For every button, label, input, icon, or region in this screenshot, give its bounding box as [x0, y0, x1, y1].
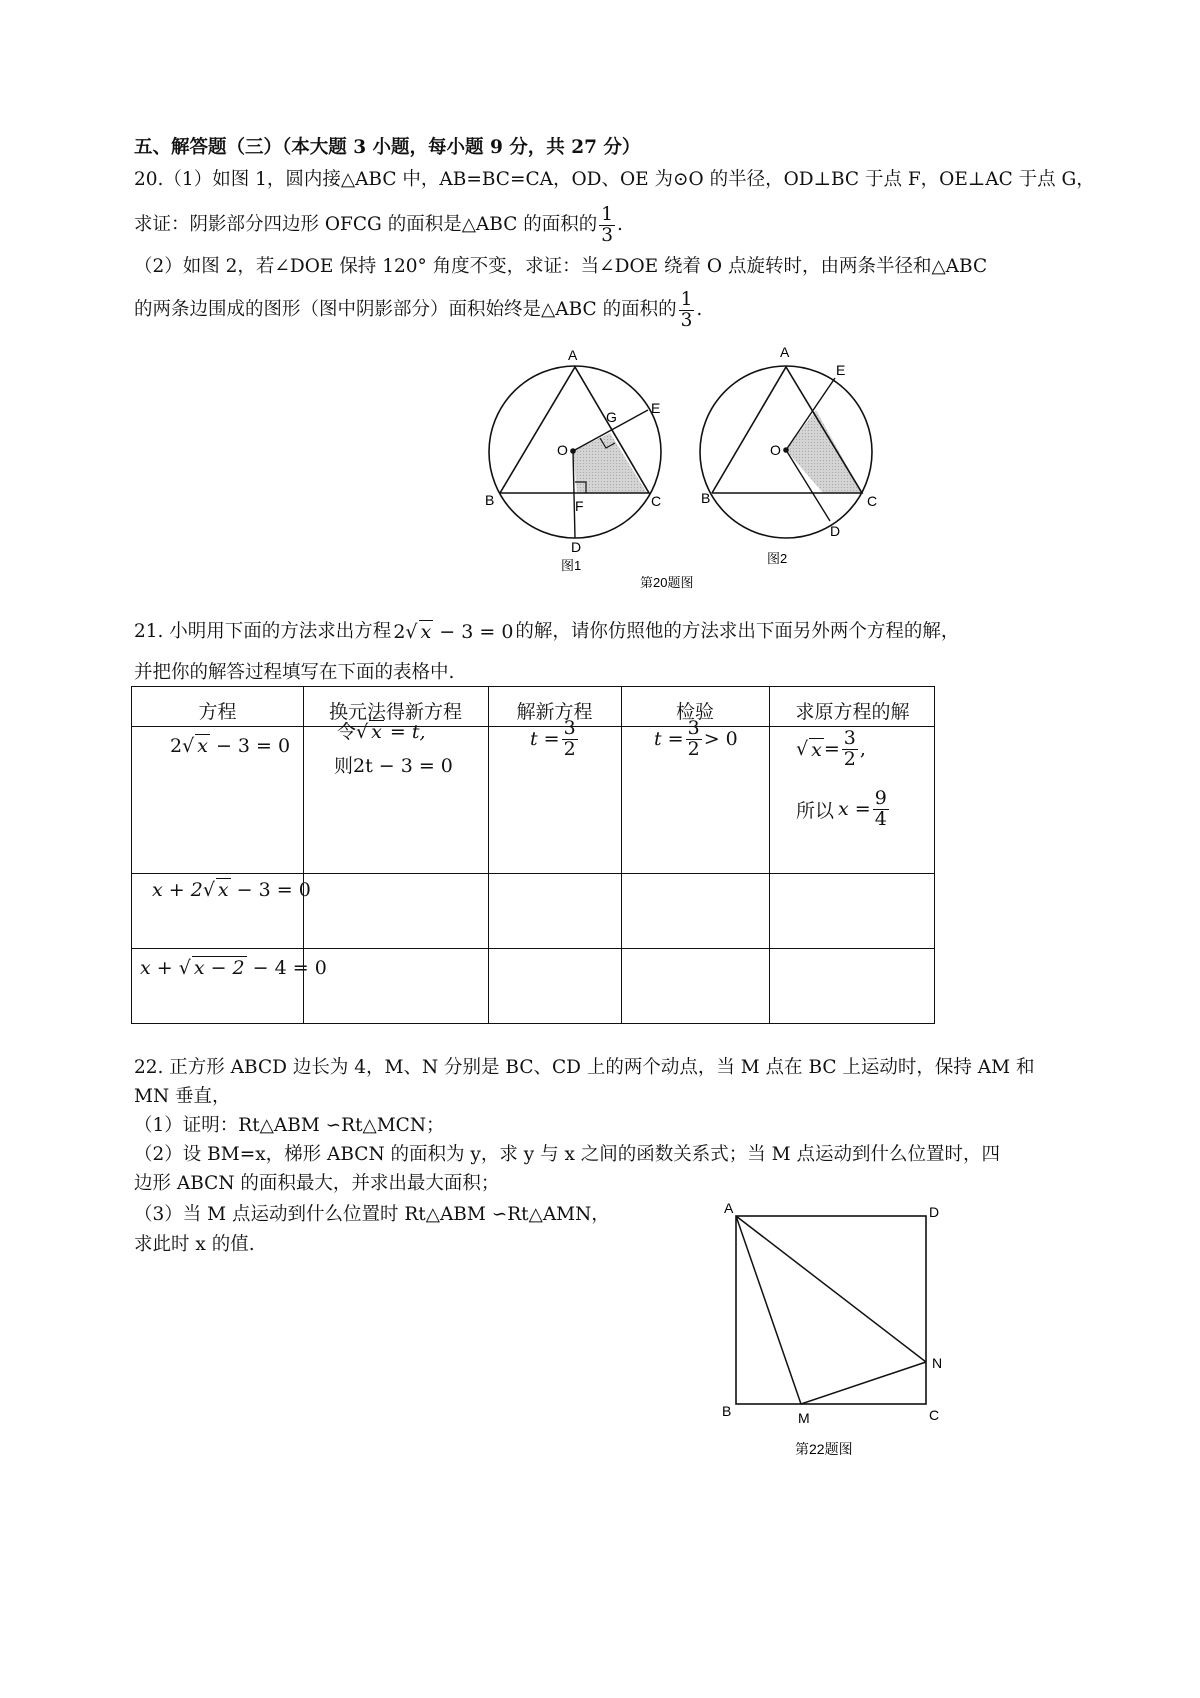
row3-equation: x + √ x − 2 − 4 = 0: [140, 957, 327, 979]
q20-figures: [470, 340, 900, 600]
eq-pre: x +: [140, 957, 179, 979]
sub-let: 令: [337, 721, 357, 743]
row1-equation: 2√ x − 3 = 0: [170, 735, 291, 757]
label-e-2: E: [836, 362, 846, 378]
center-o: [570, 448, 576, 454]
sub-rest: = t,: [383, 721, 426, 743]
header-solve-new: 解新方程: [516, 701, 593, 723]
q20-figure-caption: 第20题图: [640, 575, 694, 590]
eq-radicand: x: [420, 620, 432, 643]
q21-line2: 并把你的解答过程填写在下面的表格中.: [134, 662, 455, 683]
fig1-caption: 图1: [561, 558, 582, 573]
q22-line7: 求此时 x 的值.: [134, 1234, 255, 1255]
label-a: A: [724, 1200, 734, 1216]
orig-den: 2: [843, 747, 856, 770]
q20-line2-period: .: [617, 213, 623, 235]
orig-eq: =: [823, 738, 840, 761]
col-divider: [488, 687, 489, 1023]
q20-line2: [134, 200, 623, 250]
frac-den: 3: [680, 309, 693, 331]
figure-1: [485, 347, 661, 573]
q21-table: [131, 686, 935, 1024]
frac-num: 1: [601, 204, 614, 226]
eq-coef: 2: [170, 735, 183, 757]
row1-original-solution-line1: √ x = $\frac{3}{2}$ ,: [796, 727, 866, 770]
q22-line6: （3）当 M 点运动到什么位置时 Rt△ABM ∽Rt△AMN，: [134, 1204, 610, 1225]
label-a: A: [568, 347, 578, 363]
q22-line2: MN 垂直，: [134, 1086, 231, 1107]
square-abcd: [736, 1216, 926, 1404]
solve-var: t =: [530, 728, 560, 751]
label-e: E: [651, 400, 661, 416]
frac-num: 1: [680, 289, 693, 311]
eq-rest: − 3 = 0: [209, 735, 291, 757]
eq-coef: 2: [393, 620, 406, 643]
eq-rest: − 3 = 0: [433, 620, 514, 643]
q20-line2-text: 求证：阴影部分四边形 OFCG 的面积是△ABC 的面积的: [134, 213, 598, 235]
center-o-2: [783, 447, 789, 453]
eq-radicand: x: [197, 735, 208, 757]
label-d-2: D: [830, 523, 841, 539]
q20-line3: （2）如图 2，若∠DOE 保持 120° 角度不变，求证：当∠DOE 绕着 O 点旋转时，由两条半径和△ABC: [134, 256, 988, 277]
row1-substitution-line1: 令√ x = t,: [337, 721, 426, 743]
q20-fraction-one-third-2: [679, 290, 695, 330]
frac-den: 3: [601, 224, 614, 246]
label-b: B: [485, 492, 495, 508]
header-check: 检验: [675, 701, 714, 723]
label-c: C: [929, 1407, 940, 1423]
figure-2: [700, 344, 877, 566]
check-den: 2: [687, 737, 700, 760]
fig2-caption: 图2: [767, 551, 788, 566]
row-divider: [132, 873, 934, 874]
orig-comma: ,: [859, 738, 866, 761]
label-a-2: A: [780, 344, 790, 360]
label-b-2: B: [701, 490, 711, 506]
label-m: M: [798, 1410, 810, 1426]
label-c-2: C: [867, 493, 878, 509]
orig-num: 3: [843, 727, 856, 749]
label-d: D: [571, 539, 582, 555]
row1-original-solution-line2: [796, 789, 891, 830]
label-n: N: [932, 1355, 943, 1371]
q20-fraction-one-third: [599, 205, 615, 245]
row1-solve-new: [530, 719, 580, 760]
label-c: C: [651, 493, 662, 509]
label-f: F: [575, 498, 584, 514]
q21-line1-text: 21. 小明用下面的方法求出方程: [134, 620, 392, 642]
segment-mn: [801, 1362, 926, 1404]
q20-line4-text: 的两条边围成的图形（图中阴影部分）面积始终是△ABC 的面积的: [134, 298, 677, 320]
label-o: O: [557, 442, 568, 458]
row1-substitution-line2: 则2t − 3 = 0: [334, 755, 453, 777]
solve-num: 3: [563, 717, 576, 739]
col-divider: [621, 687, 622, 1023]
q22-line4: （2）设 BM=x，梯形 ABCN 的面积为 y，求 y 与 x 之间的函数关系式；当 M 点运动到什么位置时，四: [134, 1144, 1000, 1165]
col-divider: [769, 687, 770, 1023]
label-o-2: O: [770, 442, 781, 458]
q21-inline-equation: 2√ x − 3 = 0: [393, 620, 514, 643]
q21-line1-rest: 的解，请你仿照他的方法求出下面另外两个方程的解，: [515, 620, 960, 642]
check-num: 3: [687, 717, 700, 739]
q22-line1: 22. 正方形 ABCD 边长为 4，M、N 分别是 BC、CD 上的两个动点，当 M 点在 BC 上运动时，保持 AM 和: [134, 1057, 1035, 1078]
orig-radicand: x: [811, 738, 822, 761]
row-divider: [132, 948, 934, 949]
header-original-solution: 求原方程的解: [795, 701, 910, 723]
q22-line3: （1）证明：Rt△ABM ∽Rt△MCN；: [134, 1115, 445, 1136]
orig2-pre: 所以: [796, 799, 835, 822]
q22-figure-caption: 第22题图: [795, 1441, 853, 1457]
shaded-quadrilateral-ofcg: [573, 433, 647, 493]
eq-radicand: x: [217, 879, 229, 901]
header-equation: 方程: [198, 701, 237, 723]
solve-den: 2: [563, 737, 576, 760]
check-post: > 0: [703, 728, 738, 751]
row1-check: [654, 719, 738, 760]
q21-line1: [134, 614, 959, 650]
label-g: G: [606, 409, 617, 425]
check-var: t =: [654, 728, 684, 751]
shaded-region: [786, 410, 862, 493]
orig2-var: x =: [838, 798, 871, 821]
q20-line4: [134, 285, 702, 335]
segment-an: [736, 1216, 926, 1362]
orig2-num: 9: [874, 787, 887, 809]
q22-line5: 边形 ABCN 的面积最大，并求出最大面积；: [134, 1173, 500, 1194]
sub-radicand: x: [371, 721, 382, 743]
q22-figure: [700, 1190, 960, 1470]
eq-radicand: x − 2: [193, 957, 245, 979]
q20-line1: 20.（1）如图 1，圆内接△ABC 中，AB=BC=CA，OD、OE 为⊙O 的半径，OD⊥BC 于点 F，OE⊥AC 于点 G，: [134, 169, 1095, 190]
segment-am: [736, 1216, 801, 1404]
q20-line4-period: .: [696, 298, 703, 320]
label-d: D: [929, 1204, 940, 1220]
eq-pre: x + 2: [152, 879, 203, 901]
eq-rest: − 4 = 0: [246, 957, 327, 979]
section-heading: 五、解答题（三）（本大题 3 小题，每小题 9 分，共 27 分）: [134, 137, 641, 158]
label-b: B: [722, 1403, 732, 1419]
eq-rest: − 3 = 0: [230, 879, 311, 901]
row2-equation: x + 2√ x − 3 = 0: [152, 879, 311, 901]
header-substitution: 换元法得新方程: [328, 701, 462, 723]
orig2-den: 4: [874, 807, 887, 830]
